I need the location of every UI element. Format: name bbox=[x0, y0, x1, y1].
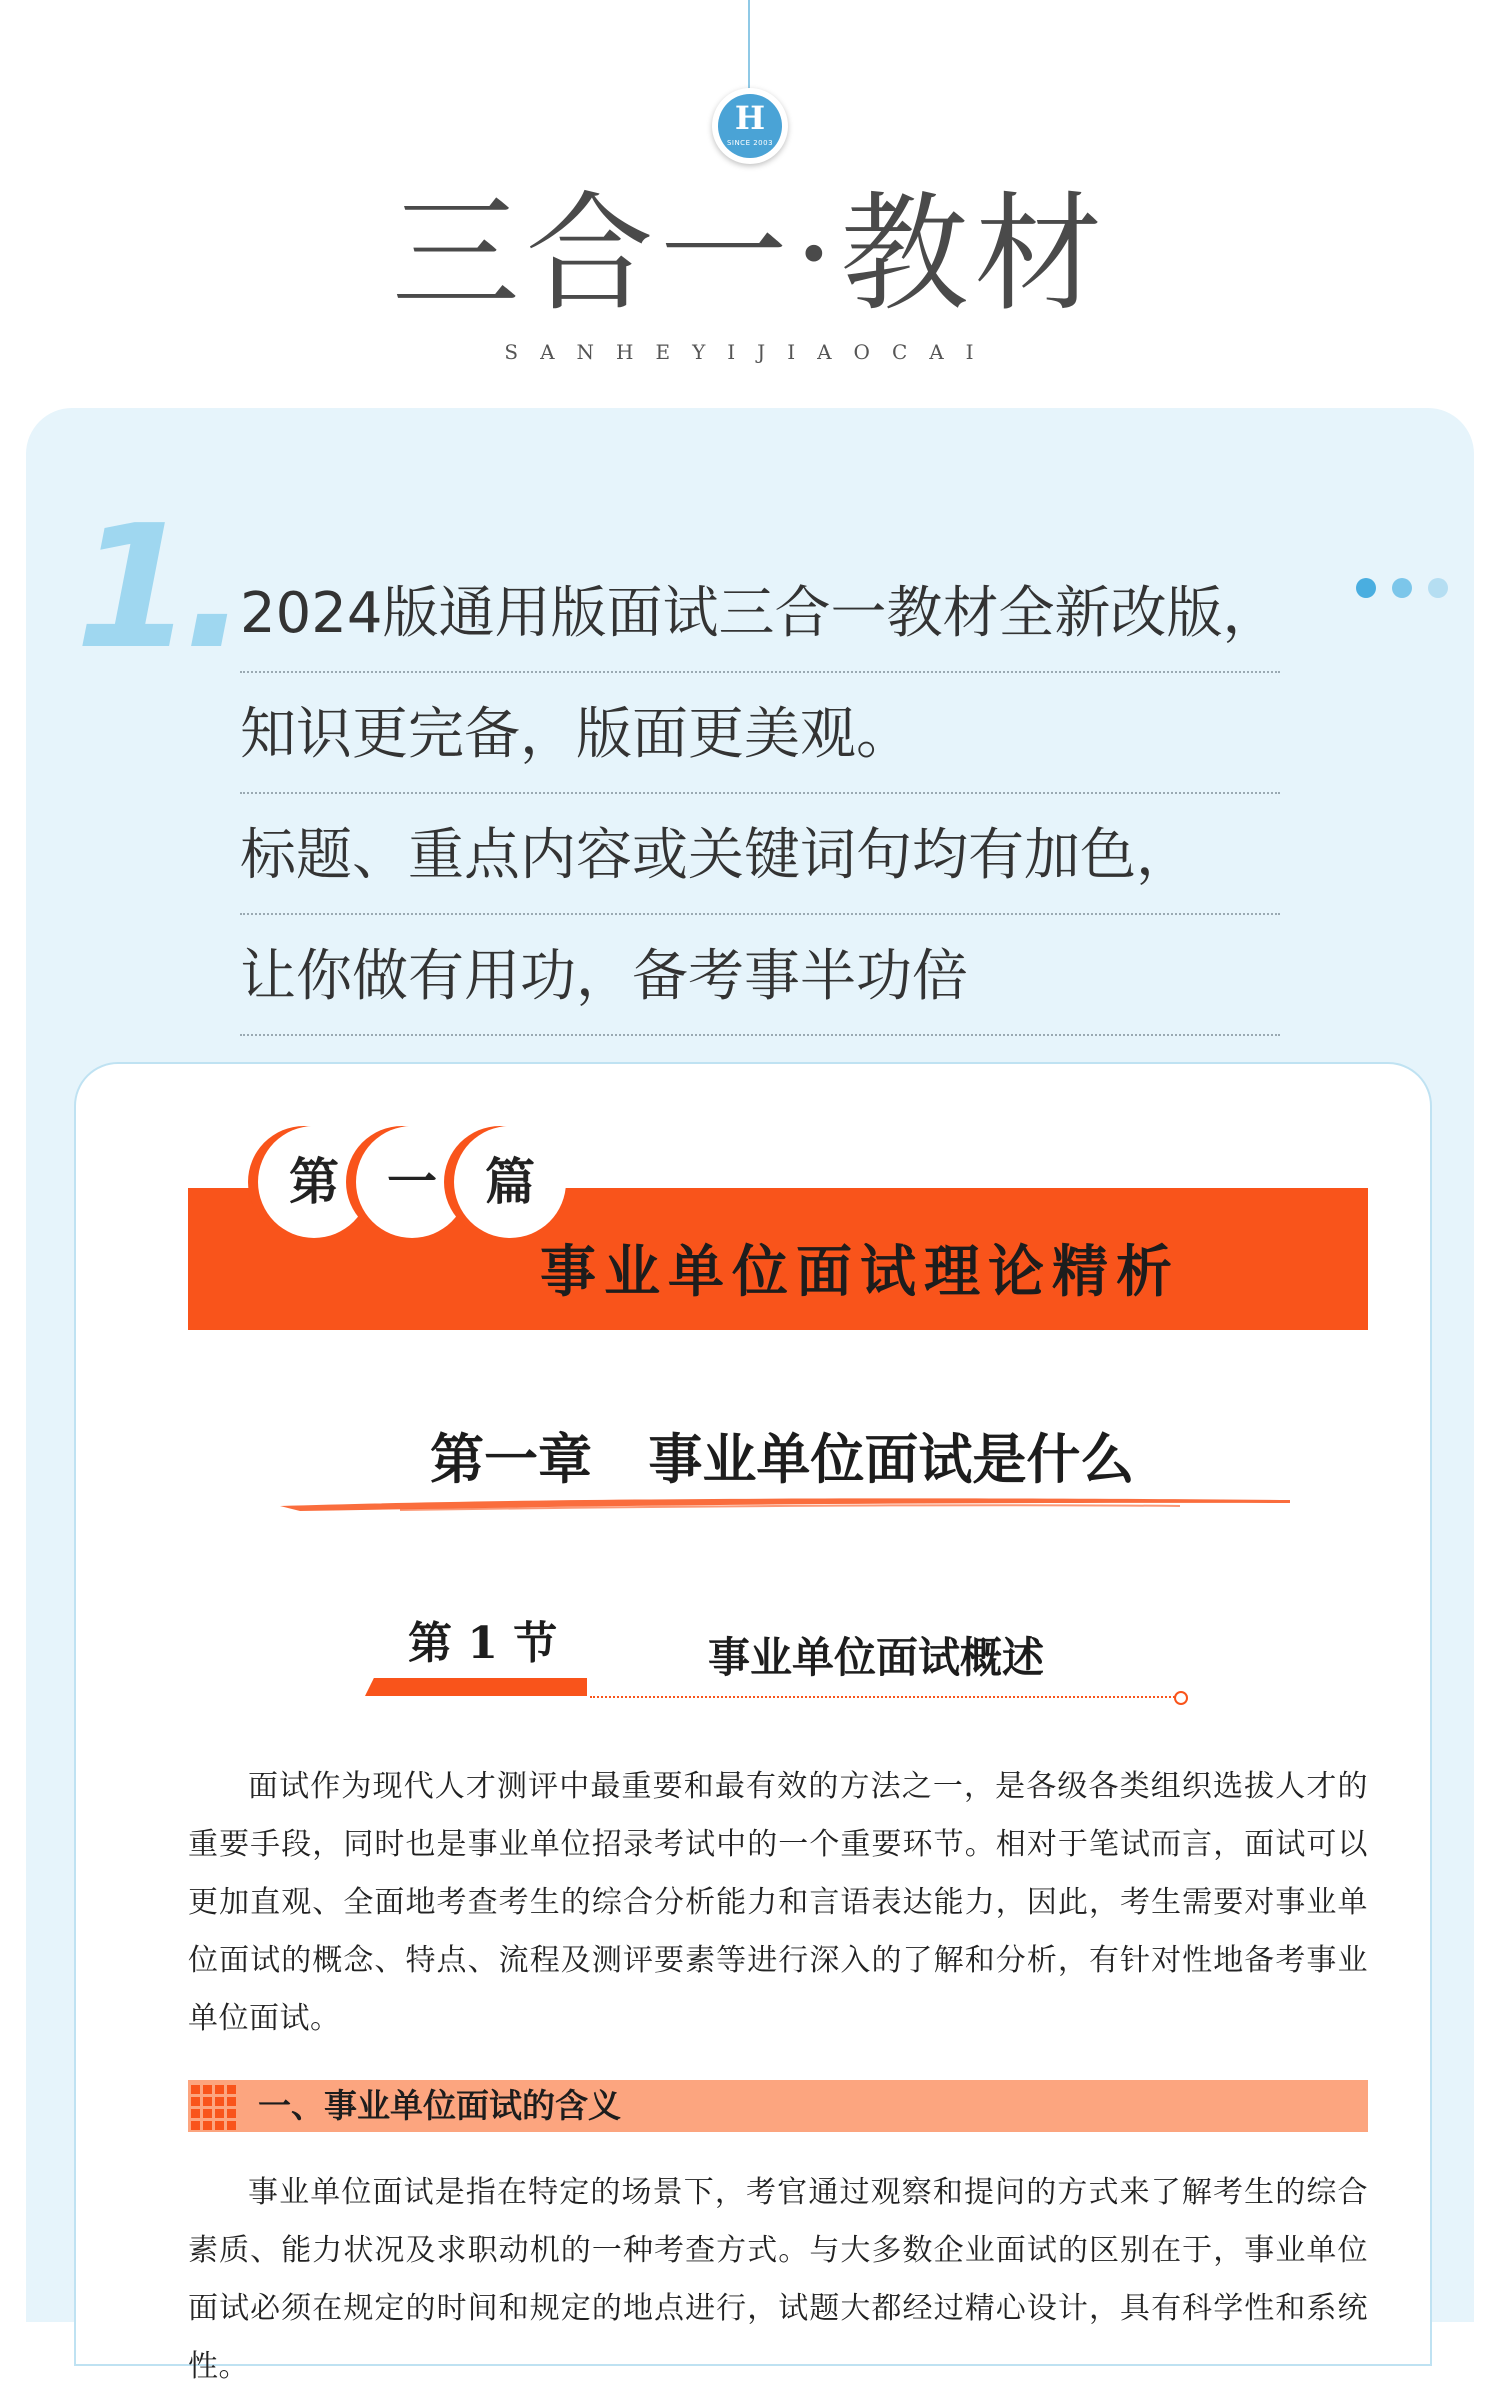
dot-icon bbox=[1392, 578, 1412, 598]
subheading-bar bbox=[188, 2080, 1368, 2132]
brush-stroke-underline bbox=[280, 1494, 1290, 1514]
intro-paragraph: 面试作为现代人才测评中最重要和最有效的方法之一，是各级各类组织选拔人才的重要手段，同时也是事业单位招录考试中的一个重要环节。相对于笔试而言，面试可以更加直观、全面地考查考生的综合分析能力和言语表达能力，因此，考生需要对事业单位面试的概念、特点、流程及测评要素等进行深入的了解和分析，有针对性地备考事业单位面试。 bbox=[188, 1769, 1368, 2036]
section-number: 第 1 节 bbox=[408, 1618, 558, 1669]
part-char: 篇 bbox=[485, 1152, 535, 1211]
feature-line bbox=[240, 673, 1280, 794]
decorative-dots bbox=[1356, 578, 1464, 602]
logo-monogram: H bbox=[734, 99, 766, 137]
feature-number: 1. bbox=[75, 489, 238, 687]
definition-paragraph: 事业单位面试是指在特定的场景下，考官通过观察和提问的方式来了解考生的综合素质、能力状况及求职动机的一种考查方式。与大多数企业面试的区别在于，事业单位面试必须在规定的时间和规定的地点进行，试题大都经过精心设计，具有科学性和系统性。 bbox=[188, 2175, 1368, 2384]
chapter-title: 第一章 事业单位面试是什么 bbox=[430, 1428, 1135, 1491]
part-char-badge bbox=[356, 1126, 468, 1238]
part-char-badge bbox=[454, 1126, 566, 1238]
part-title: 事业单位面试理论精析 bbox=[540, 1239, 1180, 1305]
dot-icon bbox=[1428, 578, 1448, 598]
top-connector-line bbox=[748, 0, 750, 94]
logo-badge bbox=[718, 94, 782, 158]
part-char: 一 bbox=[387, 1152, 437, 1211]
logo-since-text: SINCE 2003 bbox=[726, 139, 774, 147]
page-subtitle: SANHEYIJIAOCAI bbox=[504, 340, 996, 364]
feature-line-text: 标题、重点内容或关键词句均有加色， bbox=[240, 823, 1192, 888]
subheading-text: 一、事业单位面试的含义 bbox=[258, 2086, 621, 2125]
section-title: 事业单位面试概述 bbox=[708, 1633, 1045, 1682]
page-title: 三合一·教材 bbox=[391, 180, 1109, 329]
feature-lines bbox=[240, 552, 1280, 1036]
dot-icon bbox=[1356, 578, 1376, 598]
section-end-dot-icon bbox=[1174, 1691, 1188, 1705]
feature-line bbox=[240, 915, 1280, 1036]
feature-line-text: 让你做有用功，备考事半功倍 bbox=[240, 944, 968, 1009]
feature-line bbox=[240, 794, 1280, 915]
section-dotted-line bbox=[590, 1696, 1178, 1698]
section-accent-bar bbox=[365, 1678, 587, 1696]
part-char-badge bbox=[258, 1126, 370, 1238]
feature-line-text: 知识更完备，版面更美观。 bbox=[240, 702, 912, 767]
part-char: 第 bbox=[289, 1152, 339, 1211]
grid-icon bbox=[188, 2082, 236, 2130]
feature-line bbox=[240, 552, 1280, 673]
brand-logo bbox=[712, 88, 788, 164]
feature-line-text: 2024版通用版面试三合一教材全新改版， bbox=[240, 581, 1279, 646]
